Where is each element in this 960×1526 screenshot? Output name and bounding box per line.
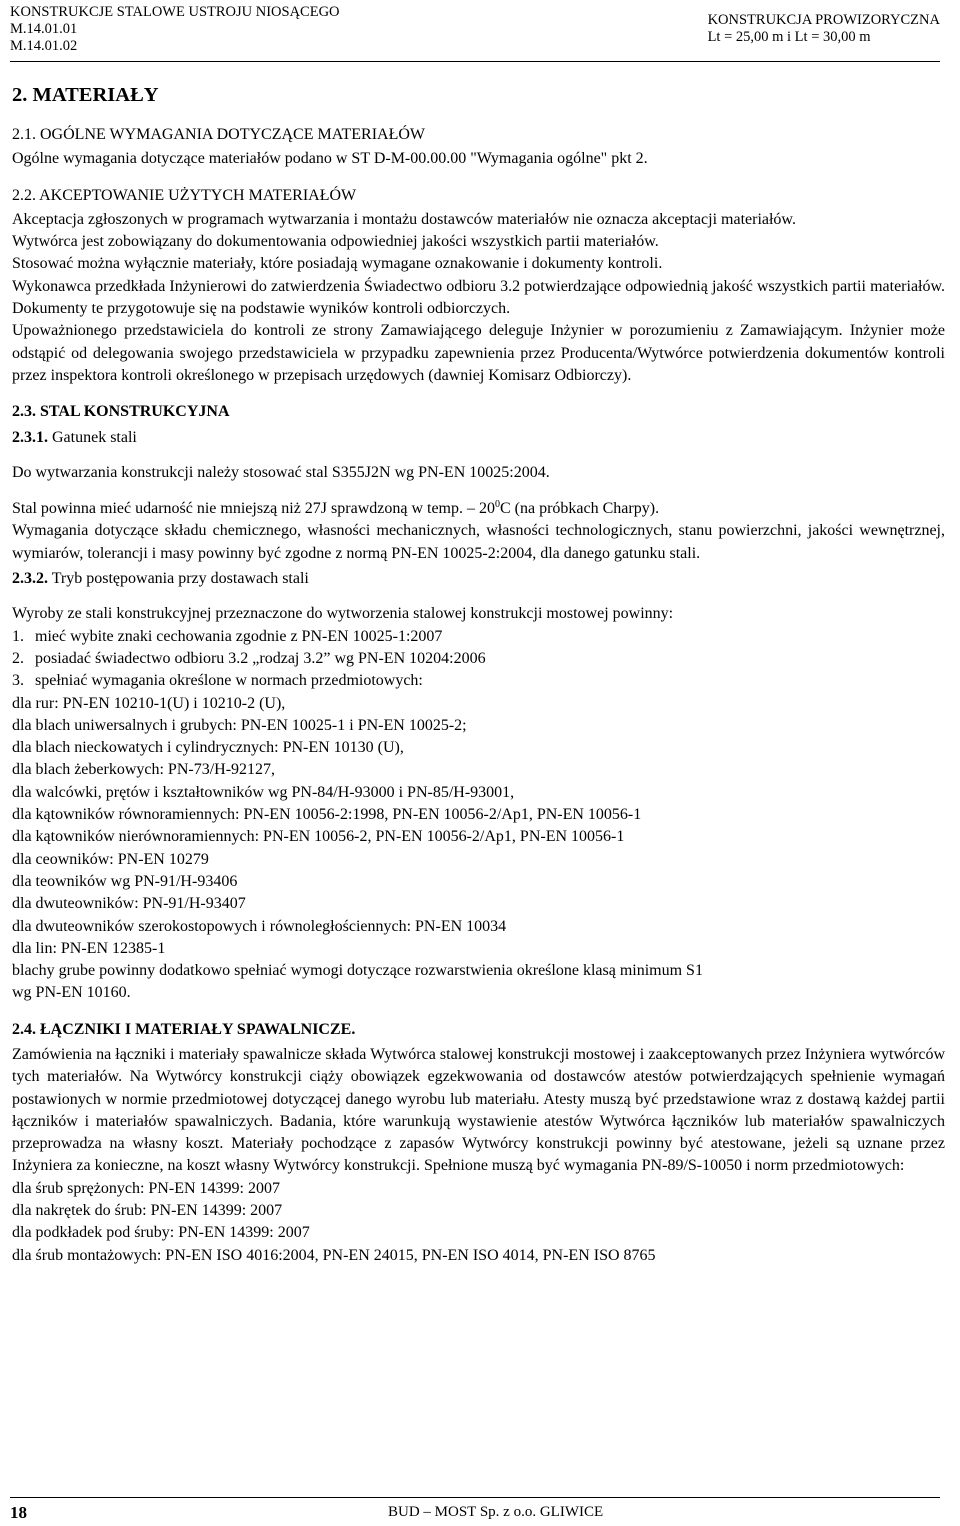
norm-item: wg PN-EN 10160.: [12, 984, 131, 1002]
norm-item: dla teowników wg PN-91/H-93406: [12, 872, 238, 890]
subsection-2-3-1-title: Gatunek stali: [48, 428, 137, 446]
header-divider: [10, 61, 940, 62]
header-code-1: M.14.01.01: [10, 21, 78, 37]
norm-item: dla blach uniwersalnych i grubych: PN-EN 10025-1 i PN-EN 10025-2;: [12, 716, 467, 734]
norm-item: dla ceowników: PN-EN 10279: [12, 850, 209, 868]
header-subtitle: KONSTRUKCJA PROWIZORYCZNA: [707, 12, 940, 28]
section-2-2-title: 2.2. AKCEPTOWANIE UŻYTYCH MATERIAŁÓW: [12, 186, 357, 204]
fastener-item: dla nakrętek do śrub: PN-EN 14399: 2007: [12, 1202, 283, 1220]
norm-item: dla blach żeberkowych: PN-73/H-92127,: [12, 761, 276, 779]
subsection-2-3-1: [12, 427, 945, 449]
section-2-2-p5: Upoważnionego przedstawiciela do kontroli ze strony Zamawiającego deleguje Inżynier w porozumieniu z Zamawiającym. Inżynier może odstąpić od delegowania swojego przedstawiciela w przypadku zapewnienia przez Producenta/Wytwórce potwierdzenia dokumentów kontroli przez inspektora kontroli określonego w przepisach urzędowych (dawniej Komisarz Odbiorczy).: [12, 322, 945, 384]
section-2-3-p1: Do wytwarzania konstrukcji należy stosować stal S355J2N wg PN-EN 10025:2004.: [12, 463, 550, 481]
subsection-2-3-2: [12, 568, 945, 590]
section-2-4-title: 2.4. ŁĄCZNIKI I MATERIAŁY SPAWALNICZE.: [12, 1020, 356, 1038]
subsection-2-3-1-number: 2.3.1.: [12, 428, 48, 446]
norm-item: dla kątowników równoramiennych: PN-EN 10056-2:1998, PN-EN 10056-2/Ap1, PN-EN 10056-1: [12, 806, 642, 824]
norm-item: dla dwuteowników: PN-91/H-93407: [12, 895, 246, 913]
header-right: [708, 12, 940, 46]
section-2-1-text: Ogólne wymagania dotyczące materiałów podano w ST D-M-00.00.00 "Wymagania ogólne" pkt 2.: [12, 150, 648, 168]
norm-item: dla walcówki, prętów i kształtowników wg PN-84/H-93000 i PN-85/H-93001,: [12, 783, 515, 801]
fastener-item: dla śrub montażowych: PN-EN ISO 4016:2004, PN-EN 24015, PN-EN ISO 4014, PN-EN ISO 8765: [12, 1246, 656, 1264]
section-2-2-p3: Stosować można wyłącznie materiały, które posiadają wymagane oznakowanie i dokumenty kontroli.: [12, 255, 663, 273]
section-2-1-title: 2.1. OGÓLNE WYMAGANIA DOTYCZĄCE MATERIAŁÓW: [12, 126, 425, 143]
section-2-3-p3: Wymagania dotyczące składu chemicznego, własności mechanicznych, własności technologicznych, stanu powierzchni, jakości wewnętrznej, wymiarów, tolerancji i masy powinny być zgodne z normą PN-EN 10025-2:2004, dla danego gatunku stali.: [12, 522, 945, 562]
norm-item: blachy grube powinny dodatkowo spełniać wymogi dotyczące rozwarstwienia określone klasą minimum S1: [12, 962, 703, 980]
norm-item: dla blach nieckowatych i cylindrycznych: PN-EN 10130 (U),: [12, 739, 404, 757]
section-2-3-p2: Stal powinna mieć udarność nie mniejszą niż 27J sprawdzoną w temp. – $20^0C$ (na próbkach Charpy).: [12, 499, 660, 518]
numbered-list: [12, 626, 945, 693]
list-item: 3. spełniać wymagania określone w normach przedmiotowych:: [12, 672, 423, 690]
fastener-item: dla podkładek pod śruby: PN-EN 14399: 2007: [12, 1224, 310, 1242]
subsection-2-3-2-number: 2.3.2.: [12, 570, 48, 588]
page-number: 18: [10, 1503, 27, 1522]
norm-item: dla rur: PN-EN 10210-1(U) i 10210-2 (U),: [12, 694, 286, 712]
header-code-2: M.14.01.02: [10, 38, 78, 54]
section-2-4-p1: Zamówienia na łączniki i materiały spawalnicze składa Wytwórca stalowej konstrukcji mostowej i zaakceptowanych przez Inżyniera wytwórców tych materiałów. Na Wytwórcy konstrukcji ciąży obowiązek egzekwowania od dostawców atestów potwierdzających spełnienie wymagań postawionych w normie przedmiotowej dotyczącej danego wyrobu lub materiału. Atesty muszą być przedstawione wraz z dostawą każdej partii łączników i materiałów spawalniczych. Badania, które warunkują wystawienie atestów Wytwórca łączników lub materiałów spawalniczych przeprowadza na własny koszt. Materiały pochodzące z zapasów Wytwórcy konstrukcji powinny być atestowane, jeżeli są uznane przez Inżyniera za konieczne, na koszt własny Wytwórcy konstrukcji. Spełnione muszą być wymagania PN-89/S-10050 i norm przedmiotowych:: [12, 1045, 945, 1175]
section-2-2-p1: Akceptacja zgłoszonych w programach wytwarzania i montażu dostawców materiałów nie oznacza akceptacji materiałów.: [12, 210, 796, 228]
norm-item: dla kątowników nierównoramiennych: PN-EN 10056-2, PN-EN 10056-2/Ap1, PN-EN 10056-1: [12, 828, 625, 846]
header-span: Lt = 25,00 m i Lt = 30,00 m: [707, 29, 871, 45]
document-body: [12, 80, 945, 1267]
fastener-item: dla śrub sprężonych: PN-EN 14399: 2007: [12, 1179, 280, 1197]
footer-divider: [10, 1497, 940, 1498]
norms-list: [12, 693, 945, 1005]
section-2-2-p4: Wykonawca przedkłada Inżynierowi do zatwierdzenia Świadectwo odbioru 3.2 potwierdzające odpowiednią jakość wszystkich partii materiałów. Dokumenty te przygotowuje się na podstawie wyników kontroli odbiorczych.: [12, 277, 945, 318]
section-2-title: 2. MATERIAŁY: [12, 84, 159, 106]
subsection-2-3-2-title: Tryb postępowania przy dostawach stali: [48, 570, 309, 588]
norm-item: dla lin: PN-EN 12385-1: [12, 939, 166, 957]
list-item: 2. posiadać świadectwo odbioru 3.2 „rodzaj 3.2” wg PN-EN 10204:2006: [12, 649, 486, 667]
header-title: KONSTRUKCJE STALOWE USTROJU NIOSĄCEGO: [10, 4, 340, 20]
section-2-2-p2: Wytwórca jest zobowiązany do dokumentowania odpowiedniej jakości wszystkich partii materiałów.: [12, 233, 659, 251]
degree-superscript: 0: [495, 499, 500, 511]
section-2-3-title: 2.3. STAL KONSTRUKCYJNA: [12, 403, 230, 421]
page-footer: [10, 1503, 940, 1525]
header-left: [10, 4, 340, 55]
section-2-3-p4: Wyroby ze stali konstrukcyjnej przeznaczone do wytworzenia stalowej konstrukcji mostowej powinny:: [12, 605, 674, 623]
norm-item: dla dwuteowników szerokostopowych i równoległościennych: PN-EN 10034: [12, 917, 507, 935]
page-header: [10, 4, 940, 60]
fasteners-list: [12, 1178, 945, 1267]
list-item: 1. mieć wybite znaki cechowania zgodnie z PN-EN 10025-1:2007: [12, 627, 443, 645]
company-name: BUD – MOST Sp. z o.o. GLIWICE: [388, 1504, 604, 1520]
